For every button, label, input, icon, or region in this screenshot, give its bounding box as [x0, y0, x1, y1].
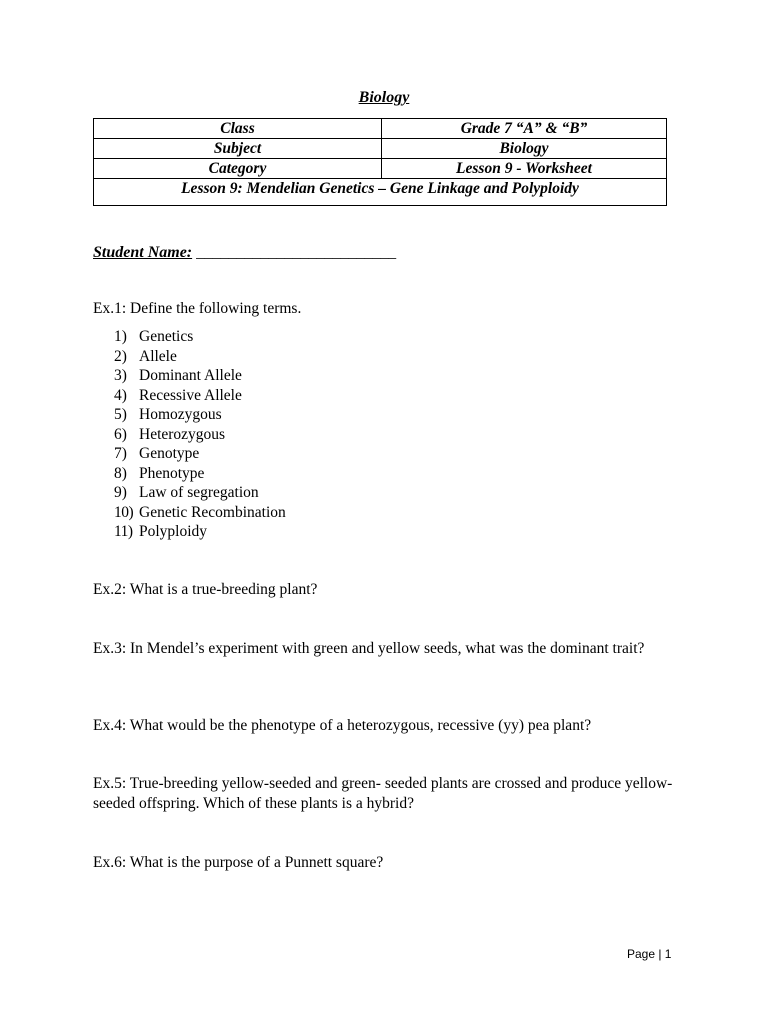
- student-name-field: [93, 243, 396, 263]
- item-text: Genetic Recombination: [139, 503, 286, 521]
- info-label: Category: [94, 159, 382, 179]
- item-text: Phenotype: [139, 464, 205, 482]
- item-text: Genotype: [139, 445, 200, 462]
- item-text: Genetics: [139, 328, 194, 345]
- list-item: [114, 386, 286, 406]
- item-number: 1): [114, 328, 127, 345]
- item-text: Allele: [139, 347, 177, 365]
- item-text: Homozygous: [139, 406, 222, 423]
- ex4-question: Ex.4: What would be the phenotype of a heterozygous, recessive (yy) pea plant?: [93, 717, 592, 734]
- item-number: 10): [114, 503, 134, 521]
- list-item: [114, 347, 286, 367]
- item-text: Polyploidy: [139, 523, 208, 540]
- info-row-class: [94, 119, 667, 139]
- list-item: [114, 464, 286, 484]
- info-value: Biology: [382, 139, 667, 159]
- item-text: Dominant Allele: [139, 367, 242, 384]
- list-item: [114, 366, 286, 386]
- list-item: [114, 327, 286, 347]
- list-item: [114, 483, 286, 503]
- item-number: 9): [114, 484, 127, 501]
- list-item: [114, 405, 286, 425]
- item-text: Law of segregation: [139, 484, 259, 501]
- item-number: 8): [114, 464, 127, 482]
- list-item: [114, 425, 286, 445]
- info-label: Subject: [94, 139, 382, 159]
- ex1-prompt: Ex.1: Define the following terms.: [93, 300, 302, 317]
- info-row-category: [94, 159, 667, 179]
- item-number: 4): [114, 386, 127, 404]
- ex5-question: Ex.5: True-breeding yellow-seeded and green- seeded plants are crossed and produce yellow-seeded offspring. Which of these plants is a hybrid?: [93, 775, 673, 812]
- info-label: Class: [94, 119, 382, 139]
- ex2-question: Ex.2: What is a true-breeding plant?: [93, 581, 318, 598]
- info-value: Lesson 9 - Worksheet: [382, 159, 667, 179]
- student-name-line: _________________________: [196, 244, 397, 261]
- ex6-question: Ex.6: What is the purpose of a Punnett square?: [93, 854, 384, 871]
- page-number: Page | 1: [627, 947, 672, 961]
- info-row-subject: [94, 139, 667, 159]
- info-row-lesson: [94, 179, 667, 206]
- document-title: Biology: [358, 89, 410, 106]
- item-number: 11): [114, 523, 133, 540]
- item-number: 2): [114, 347, 127, 365]
- ex3-question: Ex.3: In Mendel’s experiment with green and yellow seeds, what was the dominant trait?: [93, 640, 645, 657]
- item-text: Heterozygous: [139, 425, 226, 443]
- info-table: [93, 118, 667, 206]
- list-item: [114, 503, 286, 523]
- item-number: 5): [114, 406, 127, 423]
- item-number: 3): [114, 367, 127, 384]
- list-item: [114, 522, 286, 542]
- item-number: 6): [114, 425, 127, 443]
- student-name-label: Student Name:: [93, 244, 193, 261]
- list-item: [114, 444, 286, 464]
- item-text: Recessive Allele: [139, 386, 242, 404]
- lesson-title: Lesson 9: Mendelian Genetics – Gene Linkage and Polyploidy: [94, 179, 667, 206]
- item-number: 7): [114, 445, 127, 462]
- info-value: Grade 7 “A” & “B”: [382, 119, 667, 139]
- terms-list: [114, 327, 286, 542]
